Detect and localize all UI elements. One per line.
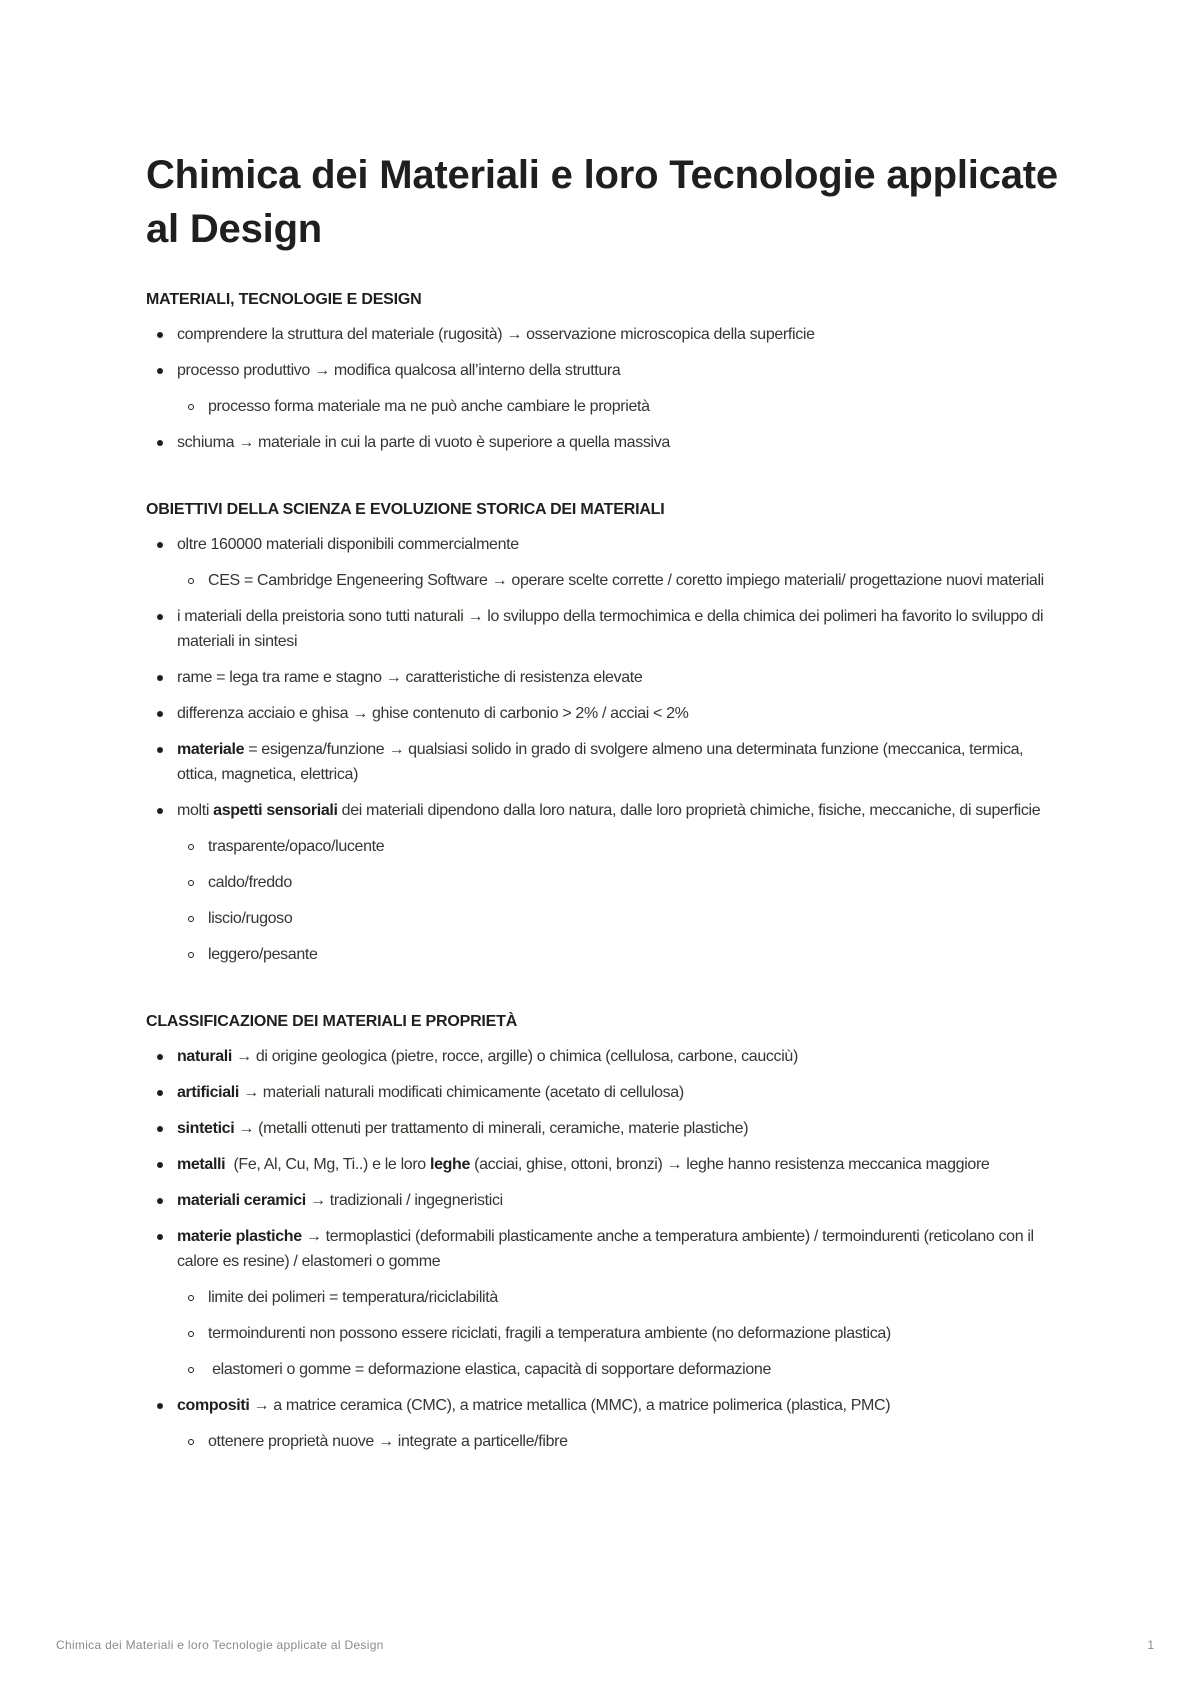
bold-term: materiali ceramici xyxy=(177,1192,306,1209)
list-item-text xyxy=(146,1116,1066,1141)
document-title: Chimica dei Materiali e loro Tecnologie applicate al Design xyxy=(146,153,1058,251)
text-segment: → materiali naturali modificati chimicamente (acetato di cellulosa) xyxy=(238,1084,684,1101)
disc-bullet-icon xyxy=(157,675,163,681)
sub-bullet-list xyxy=(146,1285,1066,1382)
list-item-text xyxy=(146,358,1066,383)
list-item xyxy=(177,834,1066,859)
list-item xyxy=(177,942,1066,967)
list-item-text xyxy=(146,798,1066,823)
disc-bullet-icon xyxy=(157,1198,163,1204)
list-item xyxy=(146,701,1066,726)
text-segment: liscio/rugoso xyxy=(208,910,293,927)
circle-bullet-icon xyxy=(188,578,194,584)
list-item-text xyxy=(146,1224,1066,1274)
list-item-text xyxy=(146,665,1066,690)
footer-page-number: 1 xyxy=(1147,1638,1154,1652)
list-item-text xyxy=(177,870,1066,895)
circle-bullet-icon xyxy=(188,844,194,850)
text-segment: trasparente/opaco/lucente xyxy=(208,838,385,855)
list-item-text xyxy=(146,532,1066,557)
disc-bullet-icon xyxy=(157,542,163,548)
list-item xyxy=(146,1044,1066,1069)
text-segment: leggero/pesante xyxy=(208,946,318,963)
list-item xyxy=(177,568,1066,593)
text-segment: → termoplastici (deformabili plasticamente anche a temperatura ambiente) / termoindurenti (reticolano con il calore es resine) / elastomeri o gomme xyxy=(177,1228,1038,1270)
text-segment: ottenere proprietà nuove → integrate a particelle/fibre xyxy=(208,1433,568,1450)
disc-bullet-icon xyxy=(157,368,163,374)
circle-bullet-icon xyxy=(188,1439,194,1445)
list-item xyxy=(146,737,1066,787)
list-item-text xyxy=(146,322,1066,347)
bold-term: leghe xyxy=(429,1156,471,1173)
section-heading: OBIETTIVI DELLA SCIENZA E EVOLUZIONE STORICA DEI MATERIALI xyxy=(146,501,665,518)
section-heading: MATERIALI, TECNOLOGIE E DESIGN xyxy=(146,291,422,308)
list-item-text xyxy=(177,1357,1066,1382)
list-item xyxy=(146,1224,1066,1382)
list-item xyxy=(146,358,1066,419)
text-segment: comprendere la struttura del materiale (rugosità) → osservazione microscopica della superficie xyxy=(177,326,815,343)
text-segment: processo forma materiale ma ne può anche cambiare le proprietà xyxy=(208,398,650,415)
list-item-text xyxy=(177,568,1066,593)
list-item-text xyxy=(146,1188,1066,1213)
sections-container xyxy=(146,289,1066,1454)
list-item xyxy=(177,870,1066,895)
section xyxy=(146,499,1066,967)
text-segment: → a matrice ceramica (CMC), a matrice metallica (MMC), a matrice polimerica (plastica, PMC) xyxy=(249,1397,891,1414)
list-item xyxy=(146,798,1066,967)
bold-term: artificiali xyxy=(177,1084,239,1101)
disc-bullet-icon xyxy=(157,747,163,753)
circle-bullet-icon xyxy=(188,1367,194,1373)
sub-bullet-list xyxy=(146,568,1066,593)
text-segment: termoindurenti non possono essere riciclati, fragili a temperatura ambiente (no deformazione plastica) xyxy=(208,1325,891,1342)
list-item-text xyxy=(146,701,1066,726)
bullet-list xyxy=(146,322,1066,455)
circle-bullet-icon xyxy=(188,880,194,886)
text-segment: → di origine geologica (pietre, rocce, argille) o chimica (cellulosa, carbone, caucciù) xyxy=(232,1048,798,1065)
section xyxy=(146,289,1066,455)
disc-bullet-icon xyxy=(157,711,163,717)
list-item xyxy=(177,906,1066,931)
bullet-list xyxy=(146,532,1066,967)
bold-term: metalli xyxy=(177,1156,226,1173)
list-item xyxy=(177,394,1066,419)
text-segment: → tradizionali / ingegneristici xyxy=(305,1192,503,1209)
disc-bullet-icon xyxy=(157,1162,163,1168)
text-segment: schiuma → materiale in cui la parte di vuoto è superiore a quella massiva xyxy=(177,434,670,451)
footer-title: Chimica dei Materiali e loro Tecnologie applicate al Design xyxy=(56,1638,384,1652)
list-item xyxy=(146,1393,1066,1454)
list-item xyxy=(146,604,1066,654)
disc-bullet-icon xyxy=(157,614,163,620)
list-item xyxy=(146,1188,1066,1213)
text-segment: oltre 160000 materiali disponibili commercialmente xyxy=(177,536,519,553)
text-segment: = esigenza/funzione → qualsiasi solido in grado di svolgere almeno una determinata funzione (meccanica, termica, ottica, magnetica, elettrica) xyxy=(177,741,1028,783)
text-segment: elastomeri o gomme = deformazione elastica, capacità di sopportare deformazione xyxy=(208,1361,771,1378)
list-item xyxy=(146,532,1066,593)
disc-bullet-icon xyxy=(157,1234,163,1240)
list-item-text xyxy=(177,906,1066,931)
bold-term: materie plastiche xyxy=(177,1228,302,1245)
disc-bullet-icon xyxy=(157,440,163,446)
text-segment: limite dei polimeri = temperatura/riciclabilità xyxy=(208,1289,498,1306)
list-item-text xyxy=(177,834,1066,859)
text-segment: (acciai, ghise, ottoni, bronzi) → leghe hanno resistenza meccanica maggiore xyxy=(470,1156,990,1173)
list-item xyxy=(146,665,1066,690)
list-item-text xyxy=(146,1393,1066,1418)
list-item-text xyxy=(146,1044,1066,1069)
list-item xyxy=(177,1357,1066,1382)
sub-bullet-list xyxy=(146,1429,1066,1454)
list-item-text xyxy=(177,1285,1066,1310)
text-segment: (Fe, Al, Cu, Mg, Ti..) e le loro xyxy=(225,1156,430,1173)
circle-bullet-icon xyxy=(188,1295,194,1301)
list-item xyxy=(177,1285,1066,1310)
list-item-text xyxy=(146,1080,1066,1105)
sub-bullet-list xyxy=(146,834,1066,967)
list-item xyxy=(146,1152,1066,1177)
text-segment: rame = lega tra rame e stagno → caratteristiche di resistenza elevate xyxy=(177,669,643,686)
disc-bullet-icon xyxy=(157,1403,163,1409)
circle-bullet-icon xyxy=(188,404,194,410)
sub-bullet-list xyxy=(146,394,1066,419)
list-item-text xyxy=(177,394,1066,419)
list-item-text xyxy=(177,1429,1066,1454)
bold-term: materiale xyxy=(177,741,245,758)
section-heading: CLASSIFICAZIONE DEI MATERIALI E PROPRIETÀ xyxy=(146,1013,518,1030)
circle-bullet-icon xyxy=(188,952,194,958)
document-content xyxy=(146,148,1066,1454)
bold-term: compositi xyxy=(177,1397,250,1414)
disc-bullet-icon xyxy=(157,332,163,338)
list-item-text xyxy=(146,737,1066,787)
text-segment: → (metalli ottenuti per trattamento di minerali, ceramiche, materie plastiche) xyxy=(234,1120,749,1137)
text-segment: dei materiali dipendono dalla loro natura, dalle loro proprietà chimiche, fisiche, meccaniche, di superficie xyxy=(337,802,1041,819)
list-item xyxy=(146,1116,1066,1141)
list-item-text xyxy=(177,942,1066,967)
list-item xyxy=(146,322,1066,347)
text-segment: caldo/freddo xyxy=(208,874,292,891)
disc-bullet-icon xyxy=(157,1090,163,1096)
circle-bullet-icon xyxy=(188,916,194,922)
text-segment: CES = Cambridge Engeneering Software → operare scelte corrette / coretto impiego materiali/ progettazione nuovi materiali xyxy=(208,572,1044,589)
list-item-text xyxy=(146,430,1066,455)
disc-bullet-icon xyxy=(157,808,163,814)
list-item xyxy=(177,1429,1066,1454)
text-segment: molti xyxy=(177,802,214,819)
list-item xyxy=(146,1080,1066,1105)
circle-bullet-icon xyxy=(188,1331,194,1337)
list-item xyxy=(146,430,1066,455)
bold-term: naturali xyxy=(177,1048,232,1065)
disc-bullet-icon xyxy=(157,1126,163,1132)
bold-term: aspetti sensoriali xyxy=(213,802,338,819)
section xyxy=(146,1011,1066,1454)
text-segment: i materiali della preistoria sono tutti naturali → lo sviluppo della termochimica e della chimica dei polimeri ha favorito lo sviluppo di materiali in sintesi xyxy=(177,608,1048,650)
list-item-text xyxy=(146,604,1066,654)
text-segment: processo produttivo → modifica qualcosa all’interno della struttura xyxy=(177,362,621,379)
text-segment: differenza acciaio e ghisa → ghise contenuto di carbonio > 2% / acciai < 2% xyxy=(177,705,689,722)
disc-bullet-icon xyxy=(157,1054,163,1060)
list-item-text xyxy=(177,1321,1066,1346)
bullet-list xyxy=(146,1044,1066,1454)
list-item xyxy=(177,1321,1066,1346)
bold-term: sintetici xyxy=(177,1120,235,1137)
list-item-text xyxy=(146,1152,1066,1177)
